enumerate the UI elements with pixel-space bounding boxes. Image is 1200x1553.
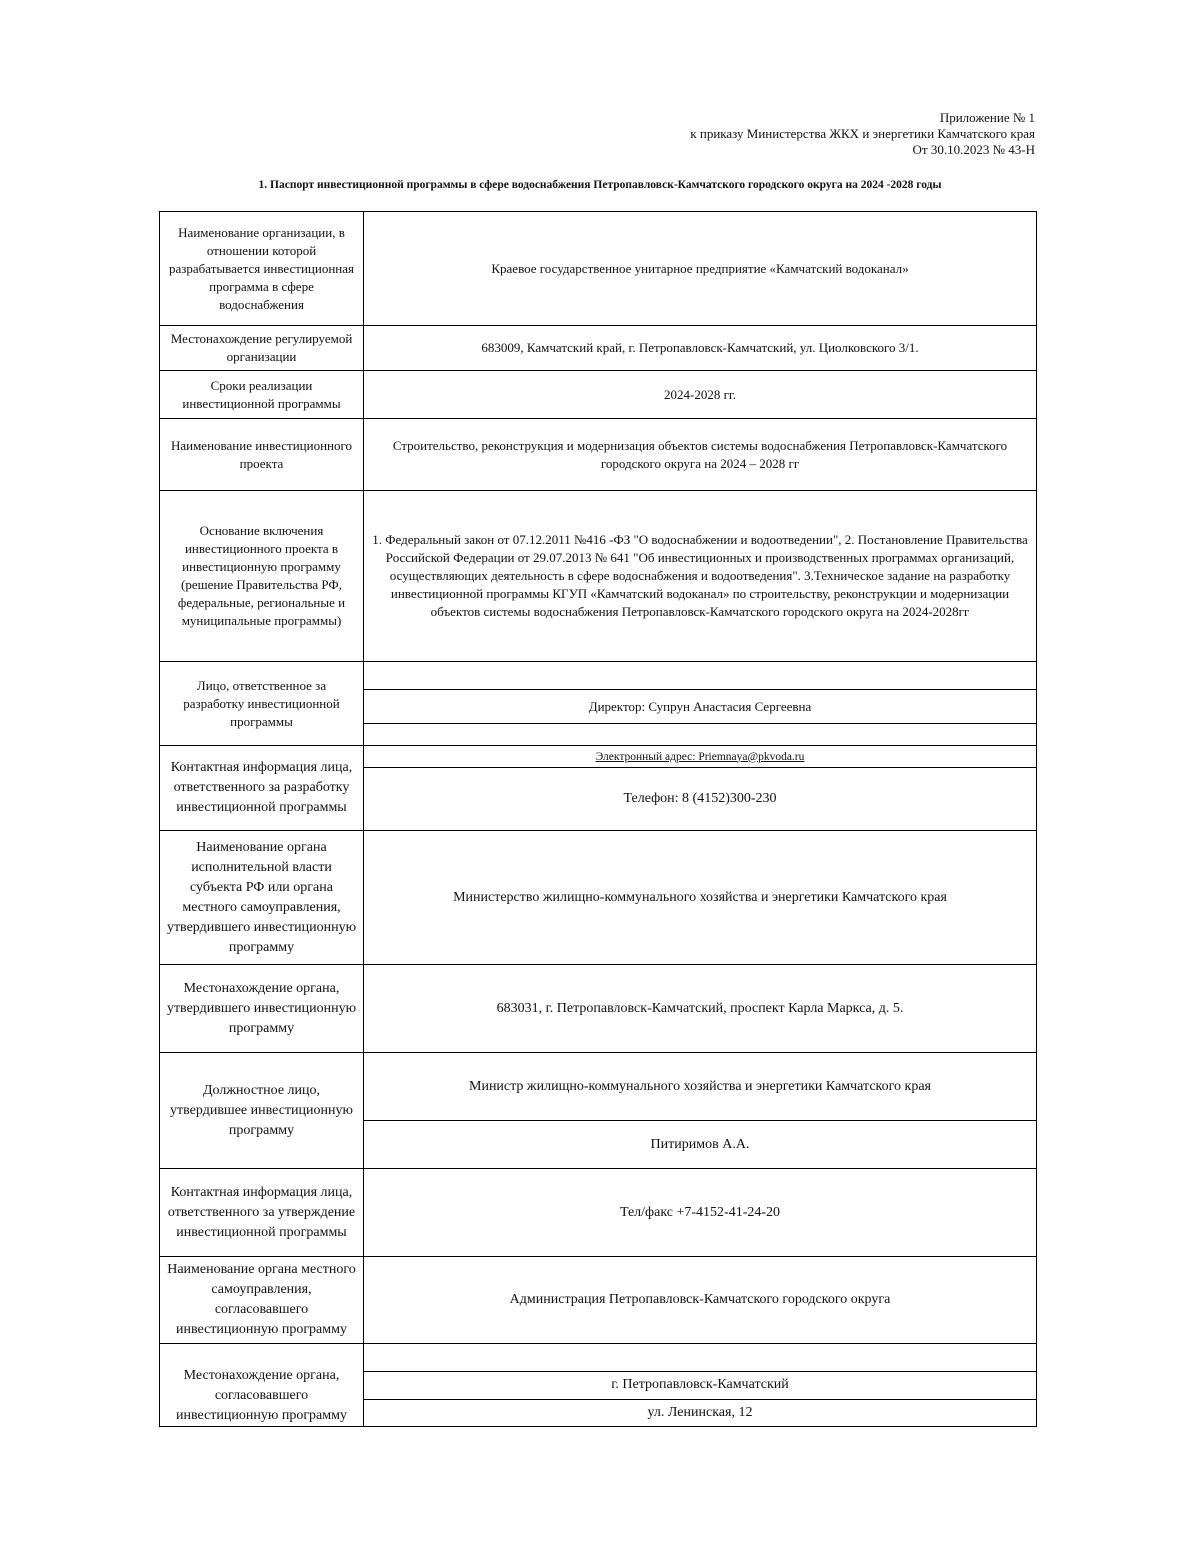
email-link[interactable]: Электронный адрес: Priemnaya@pkvoda.ru <box>595 750 805 763</box>
coordinating-body-location-label: Местонахождение органа, согласовавшего инвестиционную программу <box>160 1344 364 1427</box>
approving-body-value: Министерство жилищно-коммунального хозяйства и энергетики Камчатского края <box>364 831 1037 965</box>
responsible-label: Лицо, ответственное за разработку инвестиционной программы <box>160 662 364 746</box>
table-row <box>160 326 1037 371</box>
table-row <box>160 491 1037 662</box>
project-name-value: Строительство, реконструкция и модернизация объектов системы водоснабжения Петропавловск-Камчатского городского округа на 2024 – 2028 гг <box>364 419 1037 491</box>
org-name-label: Наименование организации, в отношении которой разрабатывается инвестиционная программа в сфере водоснабжения <box>160 212 364 326</box>
table-row <box>160 1257 1037 1344</box>
annex-number: Приложение № 1 <box>939 110 1035 125</box>
table-row <box>160 746 1037 768</box>
coordinating-street-value: ул. Ленинская, 12 <box>364 1399 1037 1426</box>
approving-body-location-label: Местонахождение органа, утвердившего инвестиционную программу <box>160 965 364 1053</box>
approving-body-label: Наименование органа исполнительной власти субъекта РФ или органа местного самоуправления, утвердившего инвестиционную программу <box>160 831 364 965</box>
table-row <box>160 212 1037 326</box>
table-row <box>160 1053 1037 1121</box>
basis-value: 1. Федеральный закон от 07.12.2011 №416 -ФЗ "О водоснабжении и водоотведении", 2. Постановление Правительства Российской Федерации от 29.07.2013 № 641 "Об инвестиционных и производственных программах организаций, осуществляющих деятельность в сфере водоснабжения и водоотведения". 3.Техническое задание на разработку инвестиционной программы КГУП «Камчатский водоканал» по строительству, реконструкции и модернизации объектов системы водоснабжения Петропавловск-Камчатского городского округа на 2024-2028гг <box>364 491 1037 662</box>
table-row <box>160 371 1037 419</box>
org-location-label: Местонахождение регулируемой организации <box>160 326 364 371</box>
table-row <box>160 831 1037 965</box>
approval-contact-value: Тел/факс +7-4152-41-24-20 <box>364 1169 1037 1257</box>
table-row <box>160 965 1037 1053</box>
document-title: 1. Паспорт инвестиционной программы в сфере водоснабжения Петропавловск-Камчатского городского округа на 2024 -2028 годы <box>258 179 942 191</box>
org-location-value: 683009, Камчатский край, г. Петропавловск-Камчатский, ул. Циолковского 3/1. <box>364 326 1037 371</box>
annex-order-date: От 30.10.2023 № 43-Н <box>912 142 1035 157</box>
period-value: 2024-2028 гг. <box>364 371 1037 419</box>
official-label: Должностное лицо, утвердившее инвестиционную программу <box>160 1053 364 1169</box>
official-position-value: Министр жилищно-коммунального хозяйства и энергетики Камчатского края <box>364 1053 1037 1121</box>
passport-table <box>159 211 1037 1427</box>
basis-label: Основание включения инвестиционного проекта в инвестиционную программу (решение Правительства РФ, федеральные, региональные и муниципальные программы) <box>160 491 364 662</box>
phone-value: Телефон: 8 (4152)300-230 <box>364 768 1037 831</box>
table-row <box>160 662 1037 690</box>
coordinating-city-value: г. Петропавловск-Камчатский <box>364 1372 1037 1399</box>
table-row <box>160 419 1037 491</box>
org-name-value: Краевое государственное унитарное предприятие «Камчатский водоканал» <box>364 212 1037 326</box>
empty-cell <box>364 1344 1037 1372</box>
table-row <box>160 1344 1037 1372</box>
coordinating-body-value: Администрация Петропавловск-Камчатского городского округа <box>364 1257 1037 1344</box>
table-row <box>160 1169 1037 1257</box>
project-name-label: Наименование инвестиционного проекта <box>160 419 364 491</box>
official-name-value: Питиримов А.А. <box>364 1121 1037 1169</box>
period-label: Сроки реализации инвестиционной программы <box>160 371 364 419</box>
coordinating-body-label: Наименование органа местного самоуправления, согласовавшего инвестиционную программу <box>160 1257 364 1344</box>
annex-header <box>690 110 1035 158</box>
responsible-contact-label: Контактная информация лица, ответственного за разработку инвестиционной программы <box>160 746 364 831</box>
approval-contact-label: Контактная информация лица, ответственного за утверждение инвестиционной программы <box>160 1169 364 1257</box>
annex-order-reference: к приказу Министерства ЖКХ и энергетики Камчатского края <box>690 126 1035 141</box>
empty-cell <box>364 662 1037 690</box>
empty-cell <box>364 724 1037 746</box>
approving-body-location-value: 683031, г. Петропавловск-Камчатский, проспект Карла Маркса, д. 5. <box>364 965 1037 1053</box>
responsible-value: Директор: Супрун Анастасия Сергеевна <box>364 690 1037 724</box>
